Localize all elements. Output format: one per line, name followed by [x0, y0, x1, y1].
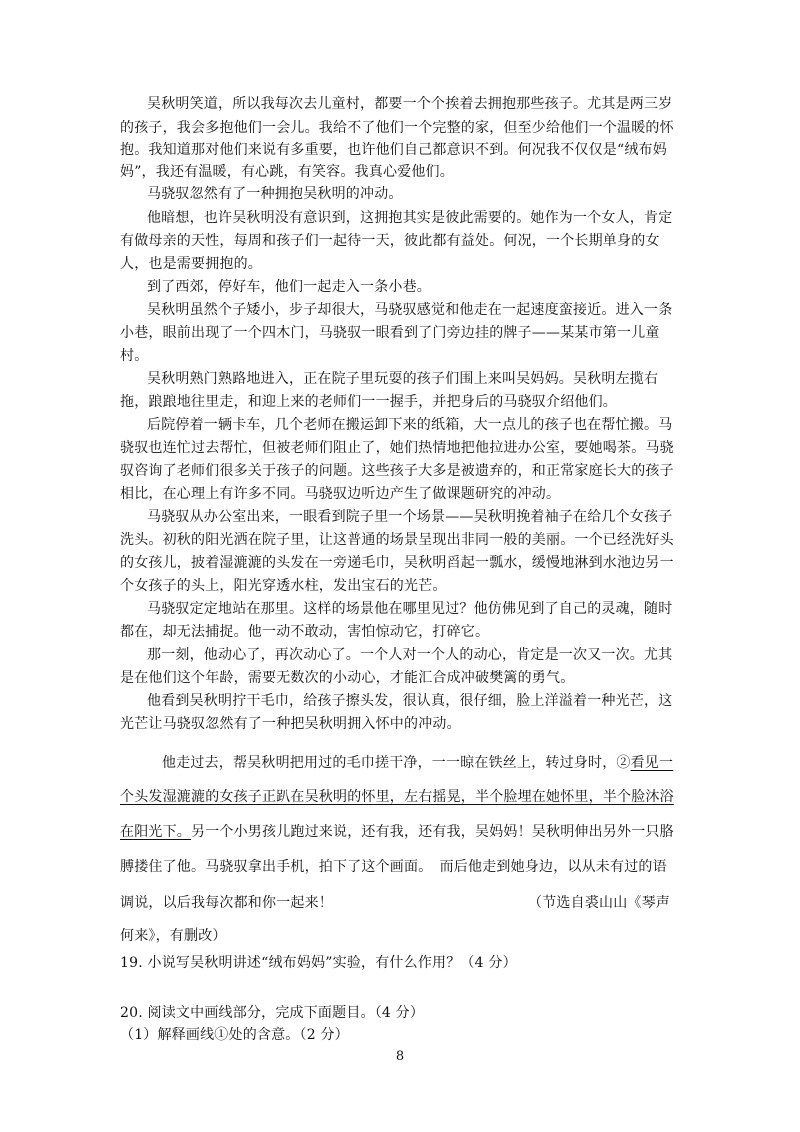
text-line: 吴秋明熟门熟路地进入，正在院子里玩耍的孩子们围上来叫吴妈妈。吴秋明左揽右 [147, 371, 659, 387]
text-line: 调说，以后我每次都和你一起来！ [120, 895, 333, 911]
text-line: 马骁驭定定地站在那里。这样的场景他在哪里见过？他仿佛见到了自己的灵魂，随时 [147, 601, 673, 617]
question-20: 20. 阅读文中画线部分，完成下面题目。（4 分） [120, 1005, 425, 1021]
question-20-1: （1）解释画线①处的含意。（2 分） [120, 1027, 349, 1043]
text-line: 个女孩子的头上，阳光穿透水柱，发出宝石的光芒。 [120, 578, 447, 594]
underline-marker: ② [616, 755, 631, 771]
text-line: 有做母亲的天性，每周和孩子们一起待一天，彼此都有益处。何况，一个长期单身的女 [120, 233, 660, 249]
text-line: 吴秋明笑道，所以我每次去儿童村，都要一个个挨着去拥抱那些孩子。尤其是两三岁 [147, 96, 673, 112]
text-line: 相比，在心理上有许多不同。马骁驭边听边产生了做课题研究的冲动。 [120, 486, 561, 502]
text-line: 那一刻，他动心了，再次动心了。一个人对一个人的动心，肯定是一次又一次。尤其 [147, 647, 673, 663]
underlined-text: 个头发湿漉漉的女孩子正趴在吴秋明的怀里，左右摇晃，半个脸埋在她怀里，半个脸沐浴 [120, 789, 674, 805]
text-line: 都在，却无法捕捉。他一动不敢动，害怕惊动它，打碎它。 [120, 624, 490, 640]
text-line: 他看到吴秋明拧干毛巾，给孩子擦头发，很认真，很仔细，脸上洋溢着一种光芒，这 [147, 693, 673, 709]
text-line: 光芒让马骁驭忽然有了一种把吴秋明拥入怀中的冲动。 [120, 716, 461, 732]
text-line: 驭咨询了老师们很多关于孩子的问题。这些孩子大多是被遗弃的，和正常家庭长大的孩子 [120, 463, 674, 479]
underlined-paragraph-line [162, 752, 680, 774]
text-line: 小巷，眼前出现了一个四木门，马骁驭一眼看到了门旁边挂的牌子——某某市第一儿童 [120, 325, 660, 341]
text-line: 拖，踉踉地往里走，和迎上来的老师们一一握手，并把身后的马骁驭介绍他们。 [120, 394, 617, 410]
text-line: 膊搂住了他。马骁驭拿出手机，拍下了这个画面。 而后他走到她身边，以从未有过的语 [120, 859, 667, 875]
text-line: 吴秋明虽然个子矮小，步子却很大，马骁驭感觉和他走在一起速度蛮接近。进入一条 [147, 302, 673, 318]
text-line: 到了西郊，停好车，他们一起走入一条小巷。 [147, 279, 431, 295]
text-line: 的女孩儿，披着湿漉漉的头发在一旁递毛巾，吴秋明舀起一瓢水，缓慢地淋到水池边另一 [120, 555, 674, 571]
underlined-paragraph-line [120, 786, 680, 808]
text-line: 妈”，我还有温暖，有心跳，有笑容。我真心爱他们。 [120, 164, 454, 180]
text-span: 另一个小男孩儿跑过来说，还有我，还有我，吴妈妈！吴秋明伸出另外一只胳 [191, 824, 674, 840]
text-span: 他走过去，帮吴秋明把用过的毛巾搓干净，一一晾在铁丝上，转过身时， [162, 755, 617, 771]
text-line: 后院停着一辆卡车，几个老师在搬运卸下来的纸箱，大一点儿的孩子也在帮忙搬。马 [147, 417, 673, 433]
text-line: 村。 [120, 348, 149, 364]
source-citation: （节选自裘山山《琴声 [528, 895, 670, 911]
underlined-text: 看见一 [630, 755, 674, 771]
text-line: 骁驭也连忙过去帮忙，但被老师们阻止了，她们热情地把他拉进办公室，要她喝茶。马骁 [120, 440, 674, 456]
question-19: 19. 小说写吴秋明讲述“绒布妈妈”实验，有什么作用？（4 分） [120, 955, 517, 971]
text-line: 马骁驭从办公室出来，一眼看到院子里一个场景——吴秋明挽着袖子在给几个女孩子 [147, 509, 673, 525]
text-line: 马骁驭忽然有了一种拥抱吴秋明的冲动。 [147, 186, 403, 202]
text-line: 是在他们这个年龄，需要无数次的小动心，才能汇合成冲破樊篱的勇气。 [120, 670, 575, 686]
text-line: 他暗想，也许吴秋明没有意识到，这拥抱其实是彼此需要的。她作为一个女人，肯定 [147, 210, 673, 226]
text-line: 的孩子，我会多抱他们一会儿。我给不了他们一个完整的家，但至少给他们一个温暖的怀 [120, 120, 674, 136]
underlined-paragraph-line [120, 821, 680, 843]
page-number: 8 [395, 1049, 405, 1064]
source-citation-cont: 何来》，有删改） [120, 928, 227, 944]
text-line: 洗头。初秋的阳光洒在院子里，让这普通的场景呈现出非同一般的美丽。一个已经洗好头 [120, 532, 674, 548]
text-line: 人，也是需要拥抱的。 [120, 256, 262, 272]
underlined-text: 在阳光下。 [120, 824, 191, 840]
text-line: 抱。我知道那对他们来说有多重要，也许他们自己都意识不到。何况我不仅仅是“绒布妈 [120, 142, 667, 158]
